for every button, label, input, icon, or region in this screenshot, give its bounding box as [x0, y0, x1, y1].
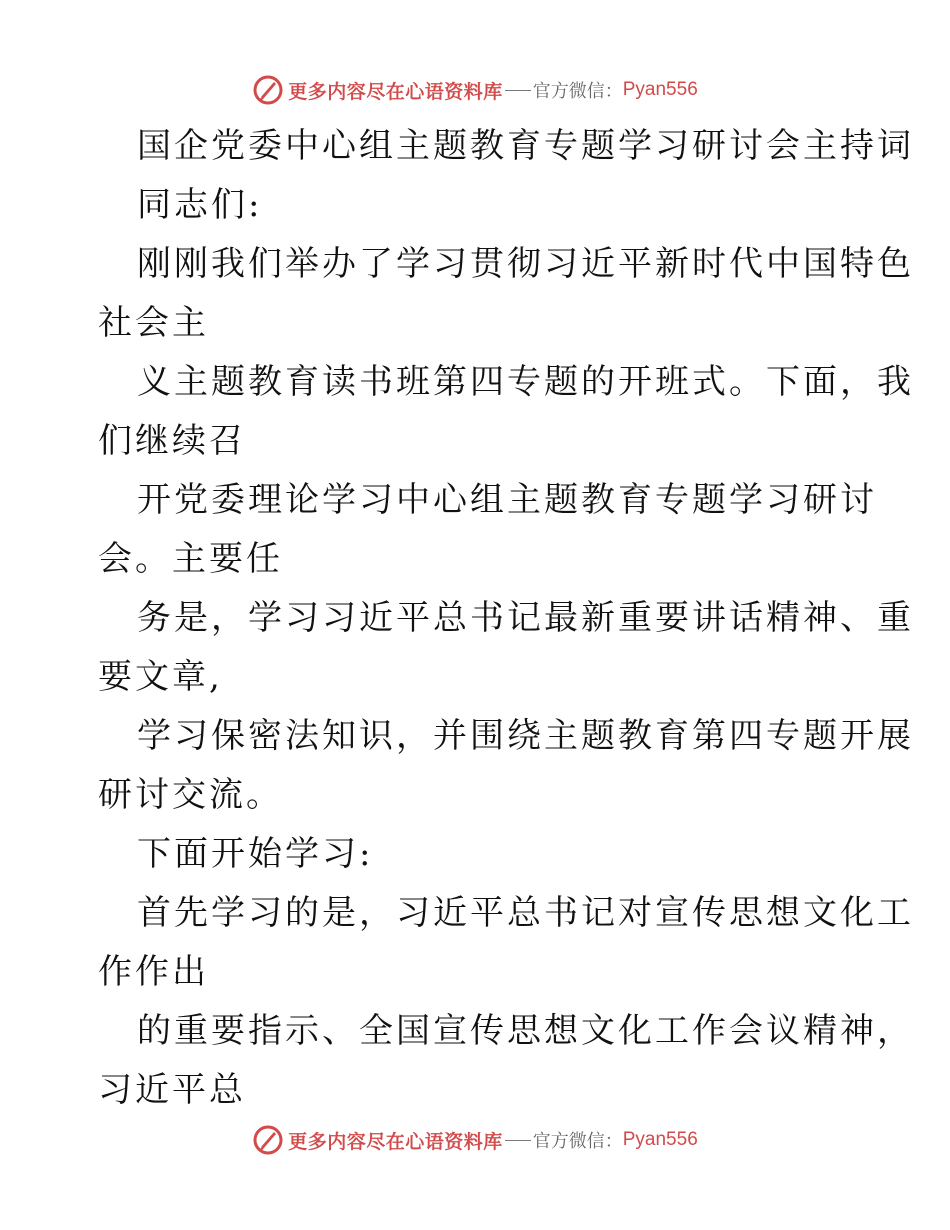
watermark-dash — [505, 90, 531, 91]
text-line: 首先学习的是，习近平总书记对宣传思想文化工 — [137, 893, 914, 933]
quill-logo-icon — [252, 74, 284, 106]
watermark-wechat-id: Pyan556 — [622, 1129, 698, 1150]
footer-watermark — [0, 1120, 950, 1160]
text-line: 们继续召 — [98, 421, 246, 461]
text-line: 研讨交流。 — [98, 775, 283, 815]
text-line: 会。主要任 — [98, 539, 283, 579]
document-title: 国企党委中心组主题教育专题学习研讨会主持词 — [137, 126, 914, 166]
watermark-site-text: 更多内容尽在心语资料库 — [288, 1130, 503, 1153]
watermark-official-text: 官方微信： — [532, 81, 623, 102]
header-watermark — [0, 70, 950, 110]
watermark-wechat-id: Pyan556 — [622, 79, 698, 100]
text-line: 社会主 — [98, 303, 209, 343]
quill-logo-icon — [252, 1124, 284, 1156]
text-line: 学习保密法知识，并围绕主题教育第四专题开展 — [137, 716, 914, 756]
watermark-official-text: 官方微信： — [532, 1131, 623, 1152]
text-line: 刚刚我们举办了学习贯彻习近平新时代中国特色 — [137, 244, 914, 284]
text-line: 的重要指示、全国宣传思想文化工作会议精神， — [137, 1011, 914, 1051]
text-line: 同志们: — [137, 185, 263, 225]
text-line: 下面开始学习: — [137, 834, 374, 874]
text-line: 习近平总 — [98, 1070, 246, 1110]
text-line: 开党委理论学习中心组主题教育专题学习研讨 — [137, 480, 877, 520]
text-line: 义主题教育读书班第四专题的开班式。下面，我 — [137, 362, 914, 402]
text-line: 作作出 — [98, 952, 209, 992]
watermark-dash — [505, 1140, 531, 1141]
text-line: 务是，学习习近平总书记最新重要讲话精神、重 — [137, 598, 914, 638]
watermark-site-text: 更多内容尽在心语资料库 — [288, 80, 503, 103]
text-line: 要文章, — [98, 657, 223, 697]
